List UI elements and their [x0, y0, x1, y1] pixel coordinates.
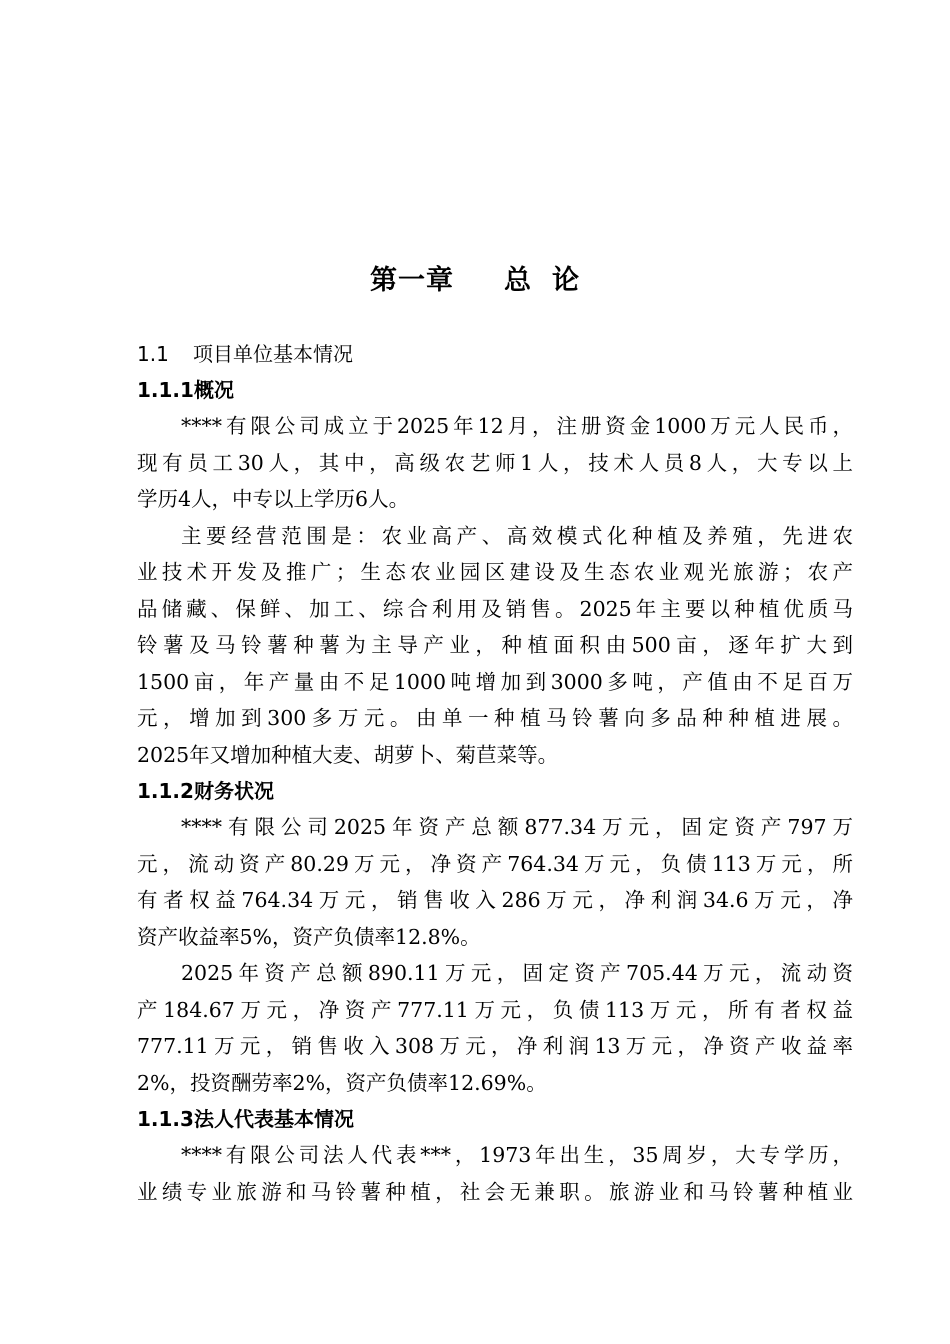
- section-number: 1.1: [137, 342, 169, 366]
- paragraph-overview-1: [137, 408, 853, 518]
- chapter-title: [0, 258, 950, 297]
- text-line: 产184.67万元，净资产777.11万元，负债113万元，所有者权益: [137, 997, 853, 1022]
- text-line: ****有限公司法人代表***，1973年出生，35周岁，大专学历，: [181, 1143, 853, 1167]
- paragraph-overview-2: [137, 518, 853, 774]
- text-line: 学历4人，中专以上学历6人。: [137, 487, 410, 511]
- subsection-heading-1-1-3: 1.1.3法人代表基本情况: [137, 1107, 354, 1131]
- chapter-word-1: 总: [504, 265, 532, 296]
- section-heading-1-1: [137, 336, 853, 372]
- subsection-heading-1-1-2: 1.1.2财务状况: [137, 779, 274, 803]
- paragraph-finance-1: [137, 809, 853, 955]
- chapter-prefix: 第一章: [370, 265, 454, 296]
- text-line: 铃薯及马铃薯种薯为主导产业，种植面积由500亩，逐年扩大到: [137, 633, 853, 657]
- text-line: ****有限公司成立于2025年12月，注册资金1000万元人民币，: [181, 414, 853, 438]
- text-line: 2025年资产总额890.11万元，固定资产705.44万元，流动资: [181, 961, 853, 985]
- document-body: [137, 336, 853, 1210]
- text-line: 元，增加到300多万元。由单一种植马铃薯向多品种种植进展。: [137, 706, 853, 730]
- paragraph-legal-rep: [137, 1137, 853, 1210]
- text-line: 品储藏、保鲜、加工、综合利用及销售。2025年主要以种植优质马: [137, 596, 853, 621]
- text-line: 业绩专业旅游和马铃薯种植，社会无兼职。旅游业和马铃薯种植业: [137, 1179, 853, 1204]
- text-line: 2025年又增加种植大麦、胡萝卜、菊苣菜等。: [137, 742, 559, 767]
- text-line: 1500亩，年产量由不足1000吨增加到3000多吨，产值由不足百万: [137, 669, 853, 694]
- text-line: ****有限公司2025年资产总额877.34万元，固定资产797万: [181, 815, 853, 839]
- text-line: 主要经营范围是：农业高产、高效模式化种植及养殖，先进农: [181, 523, 853, 548]
- section-title: 项目单位基本情况: [193, 342, 353, 366]
- text-line: 业技术开发及推广；生态农业园区建设及生态农业观光旅游；农产: [137, 560, 853, 584]
- text-line: 元，流动资产80.29万元，净资产764.34万元，负债113万元，所: [137, 851, 853, 876]
- text-line: 777.11万元，销售收入308万元，净利润13万元，净资产收益率: [137, 1034, 853, 1058]
- text-line: 有者权益764.34万元，销售收入286万元，净利润34.6万元，净: [137, 888, 853, 912]
- text-line: 2%，投资酬劳率2%，资产负债率12.69%。: [137, 1070, 547, 1095]
- paragraph-finance-2: [137, 955, 853, 1101]
- chapter-word-2: 论: [552, 265, 580, 296]
- subsection-heading-1-1-1: 1.1.1概况: [137, 378, 234, 402]
- text-line: 资产收益率5%，资产负债率12.8%。: [137, 924, 481, 949]
- text-line: 现有员工30人，其中，高级农艺师1人，技术人员8人，大专以上: [137, 450, 853, 475]
